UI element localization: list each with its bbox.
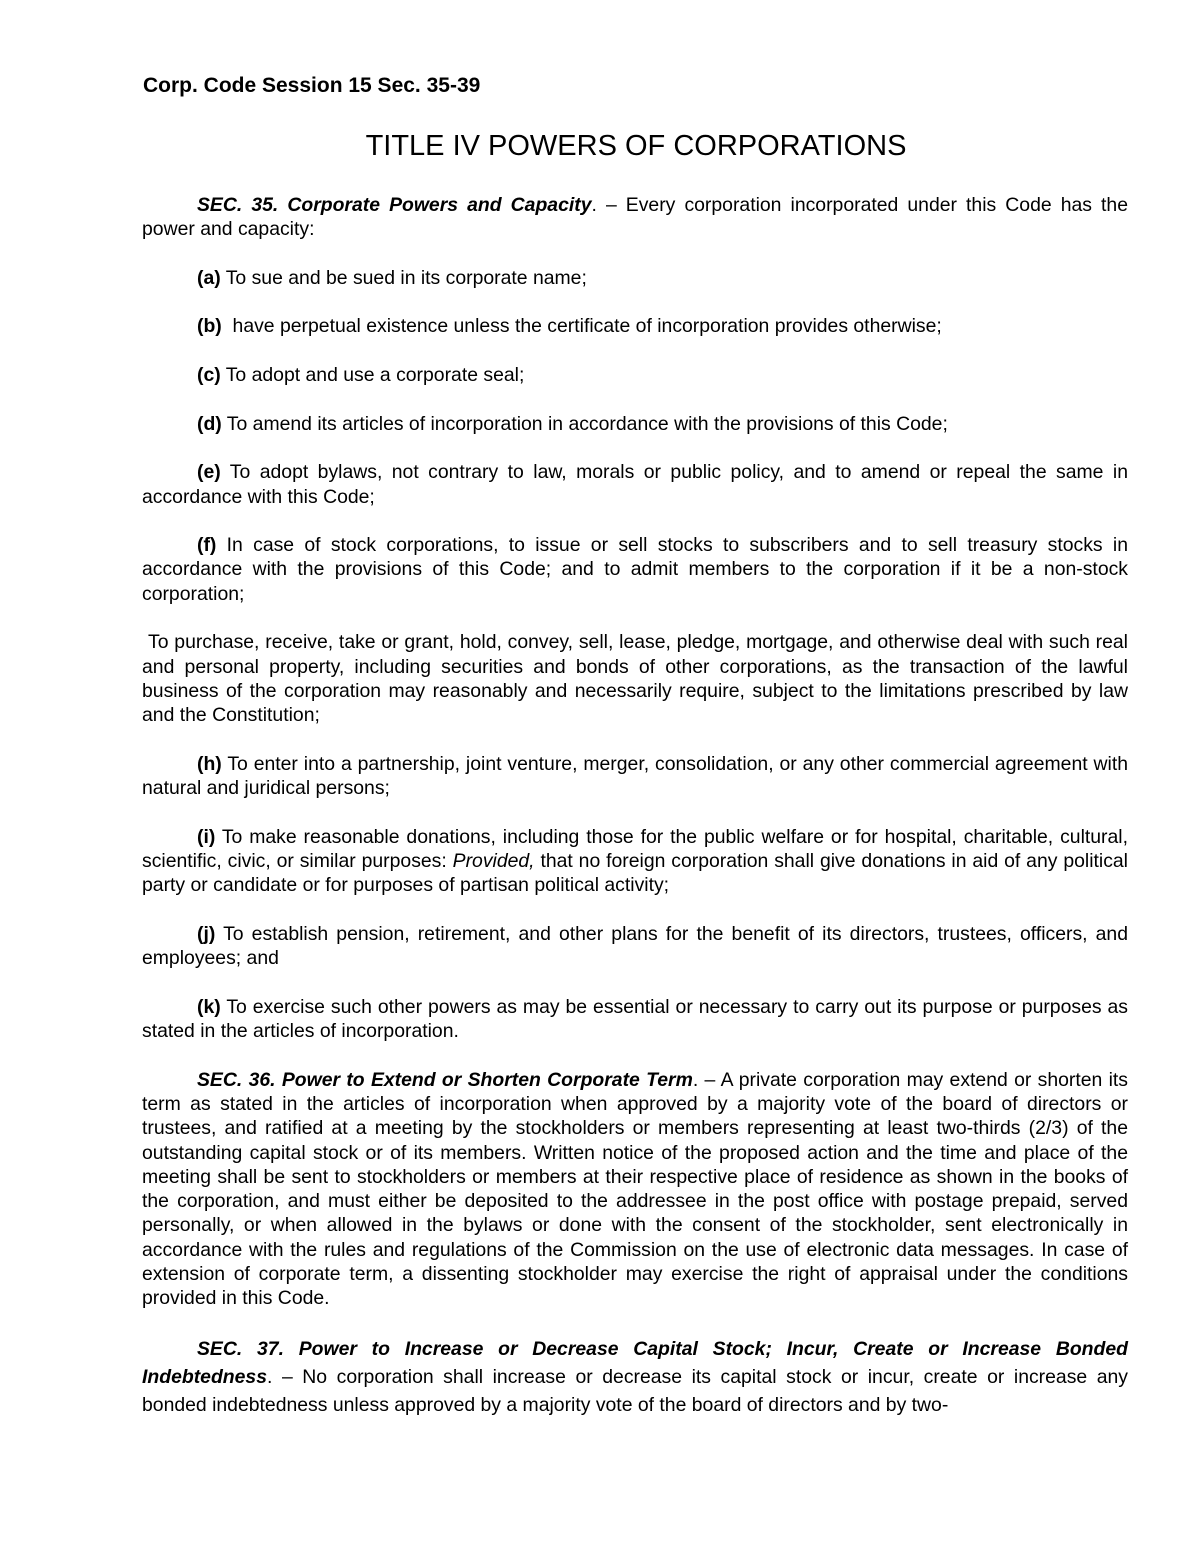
item-e-label: (e)	[197, 461, 221, 484]
item-e-text: To adopt bylaws, not contrary to law, morals or public policy, and to amend or repeal the same in accordance with this Code;	[142, 461, 1128, 508]
item-c-label: (c)	[197, 364, 221, 387]
item-e	[142, 460, 1128, 509]
item-i-text-after: that no foreign corporation shall give donations in aid of any political party or candidate or for purposes of partisan political activity;	[142, 850, 1128, 897]
sec36-heading: SEC. 36. Power to Extend or Shorten Corporate Term	[197, 1068, 693, 1091]
item-a-text: To sue and be sued in its corporate name;	[220, 266, 587, 289]
document-header: Corp. Code Session 15 Sec. 35-39	[143, 74, 481, 97]
sec35-intro-text: . – Every corporation incorporated under this Code has the power and capacity:	[142, 194, 1128, 241]
sec35-intro	[142, 193, 1128, 242]
item-a	[142, 266, 1128, 290]
item-b	[142, 314, 1128, 338]
item-f-label: (f)	[197, 534, 217, 557]
item-j-label: (j)	[197, 922, 216, 945]
item-d-label: (d)	[197, 412, 222, 435]
item-f	[142, 533, 1128, 606]
sec37-heading: SEC. 37. Power to Increase or Decrease Capital Stock; Incur, Create or Increase Bonded Indebtedness	[142, 1337, 1128, 1388]
document-body	[142, 193, 1128, 1443]
item-d	[142, 412, 1128, 436]
item-f-text: In case of stock corporations, to issue or sell stocks to subscribers and to sell treasury stocks in accordance with the provisions of this Code; and to admit members to the corporation if it be a non-stock corporation;	[142, 534, 1128, 605]
item-h	[142, 752, 1128, 801]
item-h-label: (h)	[197, 752, 222, 775]
item-i-proviso: Provided,	[452, 850, 535, 873]
item-j-text: To establish pension, retirement, and other plans for the benefit of its directors, trustees, officers, and employees; and	[142, 922, 1128, 970]
item-c	[142, 363, 1128, 387]
sec36	[142, 1068, 1128, 1311]
item-k	[142, 995, 1128, 1044]
item-a-label: (a)	[197, 266, 221, 289]
item-b-label: (b)	[197, 315, 222, 338]
sec37	[142, 1335, 1128, 1419]
item-j	[142, 922, 1128, 971]
sec37-text: . – No corporation shall increase or decrease its capital stock or incur, create or increase any bonded indebtedness unless approved by a majority vote of the board of directors and by two-	[142, 1365, 1128, 1416]
item-i	[142, 825, 1128, 898]
sec36-text: . – A private corporation may extend or shorten its term as stated in the articles of incorporation when approved by a majority vote of the board of directors or trustees, and ratified at a meeting by the stockholders or members representing at least two-thirds (2/3) of the outstanding capital stock or of its members. Written notice of the proposed action and the time and place of the meeting shall be sent to stockholders or members at their respective place of residence as shown in the books of the corporation, and must either be deposited to the addressee in the post office with postage prepaid, served personally, or when allowed in the bylaws or done with the consent of the stockholder, sent electronically in accordance with the rules and regulations of the Commission on the use of electronic data messages. In case of extension of corporate term, a dissenting stockholder may exercise the right of appraisal under the conditions provided in this Code.	[142, 1068, 1129, 1310]
document-title: TITLE IV POWERS OF CORPORATIONS	[365, 130, 907, 162]
sec35-heading: SEC. 35. Corporate Powers and Capacity	[197, 194, 592, 216]
item-k-text: To exercise such other powers as may be essential or necessary to carry out its purpose or purposes as stated in the articles of incorporation.	[142, 995, 1128, 1043]
item-b-text: have perpetual existence unless the certificate of incorporation provides otherwise;	[221, 315, 942, 338]
item-c-text: To adopt and use a corporate seal;	[220, 364, 525, 387]
item-k-label: (k)	[197, 995, 221, 1018]
item-i-text-before: To make reasonable donations, including those for the public welfare or for hospital, charitable, cultural, scientific, civic, or similar purposes:	[142, 825, 1128, 873]
item-d-text: To amend its articles of incorporation in accordance with the provisions of this Code;	[221, 412, 948, 435]
item-h-text: To enter into a partnership, joint venture, merger, consolidation, or any other commercial agreement with natural and juridical persons;	[142, 752, 1128, 800]
item-g: To purchase, receive, take or grant, hold, convey, sell, lease, pledge, mortgage, and otherwise deal with such real and personal property, including securities and bonds of other corporations, as the transaction of the lawful business of the corporation may reasonably and necessarily require, subject to the limitations prescribed by law and the Constitution;	[142, 631, 1128, 727]
item-i-label: (i)	[197, 825, 216, 848]
